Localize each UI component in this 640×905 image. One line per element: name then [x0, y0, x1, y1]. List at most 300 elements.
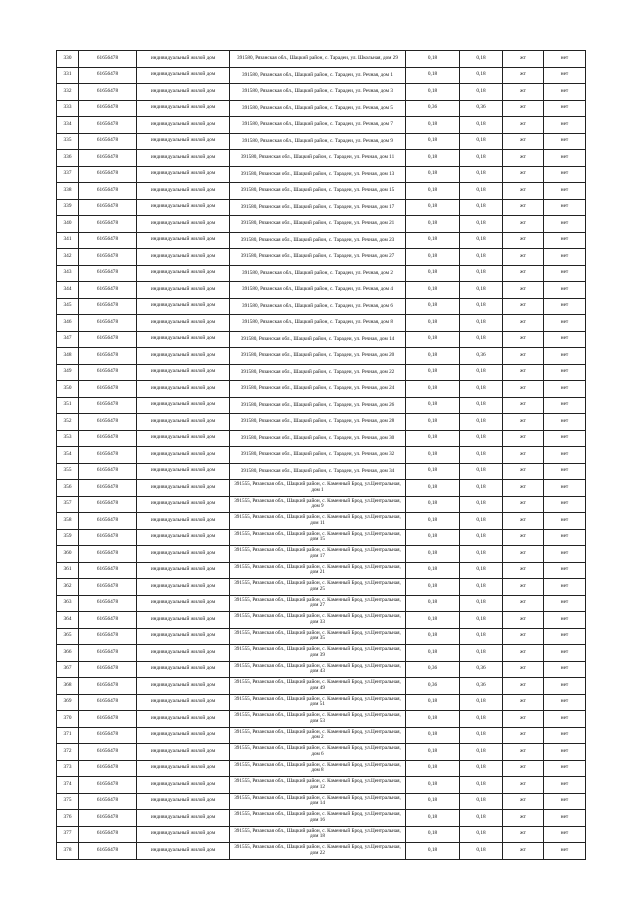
area-total-cell: 0,18	[460, 694, 503, 711]
area-total-cell: 0,18	[460, 282, 503, 299]
row-number-cell: 376	[57, 810, 79, 827]
row-number-cell: 335	[57, 133, 79, 150]
flag-cell: нет	[544, 199, 586, 216]
area-total-cell: 0,18	[460, 183, 503, 200]
area-total-cell: 0,18	[460, 117, 503, 134]
oktmo-code-cell: 61656478	[79, 678, 137, 695]
oktmo-code-cell: 61656478	[79, 166, 137, 183]
area-value-cell: 0,18	[406, 216, 460, 233]
table-row	[57, 777, 586, 794]
address-cell: 391580, Рязанская обл., Шацкий район, с. Тарадеи, ул. Речная, дом 32	[230, 447, 406, 464]
object-type-cell: индивидуальный жилой дом	[137, 150, 230, 167]
table-row	[57, 744, 586, 761]
area-total-cell: 0,18	[460, 67, 503, 84]
row-number-cell: 368	[57, 678, 79, 695]
address-cell: 391580, Рязанская обл., Шацкий район, с. Тарадеи, ул. Речная, дом 6	[230, 298, 406, 315]
table-row	[57, 612, 586, 629]
type-code-cell: жт	[503, 265, 544, 282]
area-total-cell: 0,36	[460, 100, 503, 117]
address-cell: 391555, Рязанская обл., Шацкий район, с. Каменный Брод, ул.Центральная, дом 21	[230, 562, 406, 579]
area-total-cell: 0,18	[460, 727, 503, 744]
address-cell: 391555, Рязанская обл., Шацкий район, с. Каменный Брод, ул.Центральная, дом 53	[230, 711, 406, 728]
object-type-cell: индивидуальный жилой дом	[137, 117, 230, 134]
type-code-cell: жт	[503, 760, 544, 777]
row-number-cell: 344	[57, 282, 79, 299]
flag-cell: нет	[544, 628, 586, 645]
area-total-cell: 0,18	[460, 529, 503, 546]
row-number-cell: 375	[57, 793, 79, 810]
object-type-cell: индивидуальный жилой дом	[137, 513, 230, 530]
row-number-cell: 364	[57, 612, 79, 629]
area-value-cell: 0,18	[406, 447, 460, 464]
oktmo-code-cell: 61656478	[79, 117, 137, 134]
object-type-cell: индивидуальный жилой дом	[137, 678, 230, 695]
object-type-cell: индивидуальный жилой дом	[137, 51, 230, 68]
table-row	[57, 315, 586, 332]
table-body	[57, 51, 586, 860]
flag-cell: нет	[544, 678, 586, 695]
address-cell: 391555, Рязанская обл., Шацкий район, с. Каменный Брод, ул.Центральная, дом 33	[230, 612, 406, 629]
flag-cell: нет	[544, 645, 586, 662]
object-type-cell: индивидуальный жилой дом	[137, 430, 230, 447]
area-total-cell: 0,36	[460, 661, 503, 678]
type-code-cell: жт	[503, 100, 544, 117]
flag-cell: нет	[544, 496, 586, 513]
area-total-cell: 0,18	[460, 430, 503, 447]
object-type-cell: индивидуальный жилой дом	[137, 810, 230, 827]
area-value-cell: 0,18	[406, 480, 460, 497]
table-row	[57, 480, 586, 497]
area-total-cell: 0,18	[460, 793, 503, 810]
row-number-cell: 373	[57, 760, 79, 777]
oktmo-code-cell: 61656478	[79, 843, 137, 860]
object-type-cell: индивидуальный жилой дом	[137, 777, 230, 794]
area-total-cell: 0,18	[460, 249, 503, 266]
address-cell: 391580, Рязанская обл., Шацкий район, с. Тарадеи, ул. Речная, дом 9	[230, 133, 406, 150]
object-type-cell: индивидуальный жилой дом	[137, 546, 230, 563]
flag-cell: нет	[544, 298, 586, 315]
table-row	[57, 232, 586, 249]
flag-cell: нет	[544, 364, 586, 381]
area-total-cell: 0,18	[460, 496, 503, 513]
object-type-cell: индивидуальный жилой дом	[137, 711, 230, 728]
row-number-cell: 378	[57, 843, 79, 860]
area-total-cell: 0,18	[460, 232, 503, 249]
row-number-cell: 341	[57, 232, 79, 249]
object-type-cell: индивидуальный жилой дом	[137, 315, 230, 332]
type-code-cell: жт	[503, 414, 544, 431]
flag-cell: нет	[544, 117, 586, 134]
oktmo-code-cell: 61656478	[79, 480, 137, 497]
flag-cell: нет	[544, 397, 586, 414]
object-type-cell: индивидуальный жилой дом	[137, 216, 230, 233]
object-type-cell: индивидуальный жилой дом	[137, 612, 230, 629]
table-row	[57, 199, 586, 216]
row-number-cell: 361	[57, 562, 79, 579]
address-cell: 391580, Рязанская обл., Шацкий район, с. Тарадеи, ул. Речная, дом 34	[230, 463, 406, 480]
flag-cell: нет	[544, 84, 586, 101]
row-number-cell: 330	[57, 51, 79, 68]
table-row	[57, 100, 586, 117]
table-row	[57, 513, 586, 530]
object-type-cell: индивидуальный жилой дом	[137, 496, 230, 513]
address-cell: 391555, Рязанская обл., Шацкий район, с. Каменный Брод, ул.Центральная, дом 1	[230, 480, 406, 497]
type-code-cell: жт	[503, 232, 544, 249]
area-total-cell: 0,18	[460, 265, 503, 282]
area-value-cell: 0,18	[406, 298, 460, 315]
area-total-cell: 0,18	[460, 447, 503, 464]
oktmo-code-cell: 61656478	[79, 265, 137, 282]
row-number-cell: 357	[57, 496, 79, 513]
address-cell: 391580, Рязанская обл., Шацкий район, с. Тарадеи, ул. Речная, дом 13	[230, 166, 406, 183]
flag-cell: нет	[544, 51, 586, 68]
area-total-cell: 0,18	[460, 744, 503, 761]
flag-cell: нет	[544, 216, 586, 233]
area-total-cell: 0,18	[460, 711, 503, 728]
type-code-cell: жт	[503, 843, 544, 860]
address-cell: 391580, Рязанская обл., Шацкий район, с. Тарадеи, ул. Речная, дом 20	[230, 348, 406, 365]
area-total-cell: 0,18	[460, 331, 503, 348]
area-value-cell: 0,18	[406, 760, 460, 777]
object-type-cell: индивидуальный жилой дом	[137, 529, 230, 546]
address-cell: 391580, Рязанская обл., Шацкий район, с. Тарадеи, ул. Речная, дом 3	[230, 84, 406, 101]
oktmo-code-cell: 61656478	[79, 628, 137, 645]
oktmo-code-cell: 61656478	[79, 579, 137, 596]
oktmo-code-cell: 61656478	[79, 744, 137, 761]
table-row	[57, 430, 586, 447]
flag-cell: нет	[544, 100, 586, 117]
table-row	[57, 529, 586, 546]
area-value-cell: 0,36	[406, 678, 460, 695]
flag-cell: нет	[544, 546, 586, 563]
oktmo-code-cell: 61656478	[79, 232, 137, 249]
type-code-cell: жт	[503, 51, 544, 68]
area-value-cell: 0,36	[406, 100, 460, 117]
area-total-cell: 0,18	[460, 760, 503, 777]
oktmo-code-cell: 61656478	[79, 694, 137, 711]
address-cell: 391555, Рязанская обл., Шацкий район, с. Каменный Брод, ул.Центральная, дом 25	[230, 579, 406, 596]
area-value-cell: 0,18	[406, 199, 460, 216]
oktmo-code-cell: 61656478	[79, 810, 137, 827]
address-cell: 391555, Рязанская обл., Шацкий район, с. Каменный Брод, ул.Центральная, дом 27	[230, 595, 406, 612]
object-type-cell: индивидуальный жилой дом	[137, 232, 230, 249]
flag-cell: нет	[544, 315, 586, 332]
object-type-cell: индивидуальный жилой дом	[137, 760, 230, 777]
area-total-cell: 0,18	[460, 579, 503, 596]
object-type-cell: индивидуальный жилой дом	[137, 166, 230, 183]
type-code-cell: жт	[503, 84, 544, 101]
object-type-cell: индивидуальный жилой дом	[137, 447, 230, 464]
address-cell: 391555, Рязанская обл., Шацкий район, с. Каменный Брод, ул.Центральная, дом 49	[230, 678, 406, 695]
area-total-cell: 0,18	[460, 216, 503, 233]
address-cell: 391555, Рязанская обл., Шацкий район, с. Каменный Брод, ул.Центральная, дом 39	[230, 645, 406, 662]
type-code-cell: жт	[503, 744, 544, 761]
table-row	[57, 397, 586, 414]
type-code-cell: жт	[503, 117, 544, 134]
oktmo-code-cell: 61656478	[79, 298, 137, 315]
table-row	[57, 595, 586, 612]
area-value-cell: 0,18	[406, 117, 460, 134]
type-code-cell: жт	[503, 381, 544, 398]
table-row	[57, 645, 586, 662]
object-type-cell: индивидуальный жилой дом	[137, 298, 230, 315]
area-total-cell: 0,18	[460, 298, 503, 315]
area-value-cell: 0,18	[406, 579, 460, 596]
table-row	[57, 546, 586, 563]
oktmo-code-cell: 61656478	[79, 463, 137, 480]
row-number-cell: 343	[57, 265, 79, 282]
area-total-cell: 0,18	[460, 843, 503, 860]
type-code-cell: жт	[503, 331, 544, 348]
flag-cell: нет	[544, 595, 586, 612]
type-code-cell: жт	[503, 199, 544, 216]
oktmo-code-cell: 61656478	[79, 529, 137, 546]
table-row	[57, 183, 586, 200]
area-total-cell: 0,18	[460, 133, 503, 150]
area-value-cell: 0,18	[406, 381, 460, 398]
area-value-cell: 0,18	[406, 232, 460, 249]
row-number-cell: 370	[57, 711, 79, 728]
oktmo-code-cell: 61656478	[79, 331, 137, 348]
table-row	[57, 298, 586, 315]
row-number-cell: 360	[57, 546, 79, 563]
row-number-cell: 351	[57, 397, 79, 414]
oktmo-code-cell: 61656478	[79, 414, 137, 431]
type-code-cell: жт	[503, 612, 544, 629]
table-row	[57, 265, 586, 282]
object-type-cell: индивидуальный жилой дом	[137, 67, 230, 84]
object-type-cell: индивидуальный жилой дом	[137, 843, 230, 860]
address-cell: 391580, Рязанская обл., Шацкий район, с. Тарадеи, ул. Речная, дом 11	[230, 150, 406, 167]
row-number-cell: 333	[57, 100, 79, 117]
type-code-cell: жт	[503, 678, 544, 695]
oktmo-code-cell: 61656478	[79, 777, 137, 794]
type-code-cell: жт	[503, 463, 544, 480]
address-cell: 391580, Рязанская обл., Шацкий район, с. Тарадеи, ул. Речная, дом 30	[230, 430, 406, 447]
type-code-cell: жт	[503, 826, 544, 843]
type-code-cell: жт	[503, 298, 544, 315]
table-row	[57, 793, 586, 810]
object-type-cell: индивидуальный жилой дом	[137, 793, 230, 810]
area-value-cell: 0,18	[406, 364, 460, 381]
table-row	[57, 67, 586, 84]
table-row	[57, 463, 586, 480]
oktmo-code-cell: 61656478	[79, 315, 137, 332]
object-type-cell: индивидуальный жилой дом	[137, 265, 230, 282]
area-value-cell: 0,18	[406, 67, 460, 84]
object-type-cell: индивидуальный жилой дом	[137, 199, 230, 216]
row-number-cell: 365	[57, 628, 79, 645]
table-row	[57, 711, 586, 728]
area-total-cell: 0,18	[460, 463, 503, 480]
type-code-cell: жт	[503, 513, 544, 530]
address-cell: 391555, Рязанская обл., Шацкий район, с. Каменный Брод, ул.Центральная, дом 2	[230, 727, 406, 744]
area-total-cell: 0,18	[460, 810, 503, 827]
oktmo-code-cell: 61656478	[79, 513, 137, 530]
area-value-cell: 0,18	[406, 810, 460, 827]
type-code-cell: жт	[503, 183, 544, 200]
area-value-cell: 0,18	[406, 51, 460, 68]
type-code-cell: жт	[503, 364, 544, 381]
area-total-cell: 0,18	[460, 513, 503, 530]
address-cell: 391555, Рязанская обл., Шацкий район, с. Каменный Брод, ул.Центральная, дом 12	[230, 777, 406, 794]
type-code-cell: жт	[503, 727, 544, 744]
area-total-cell: 0,18	[460, 166, 503, 183]
type-code-cell: жт	[503, 562, 544, 579]
address-cell: 391555, Рязанская обл., Шацкий район, с. Каменный Брод, ул.Центральная, дом 43	[230, 661, 406, 678]
oktmo-code-cell: 61656478	[79, 67, 137, 84]
address-cell: 391580, Рязанская обл., Шацкий район, с. Тарадеи, ул. Речная, дом 1	[230, 67, 406, 84]
area-total-cell: 0,18	[460, 480, 503, 497]
object-type-cell: индивидуальный жилой дом	[137, 628, 230, 645]
area-total-cell: 0,18	[460, 595, 503, 612]
area-value-cell: 0,18	[406, 529, 460, 546]
table-row	[57, 133, 586, 150]
row-number-cell: 354	[57, 447, 79, 464]
table-row	[57, 694, 586, 711]
area-value-cell: 0,18	[406, 744, 460, 761]
object-type-cell: индивидуальный жилой дом	[137, 562, 230, 579]
object-type-cell: индивидуальный жилой дом	[137, 381, 230, 398]
type-code-cell: жт	[503, 810, 544, 827]
table-row	[57, 562, 586, 579]
area-total-cell: 0,18	[460, 315, 503, 332]
area-value-cell: 0,18	[406, 133, 460, 150]
area-total-cell: 0,18	[460, 645, 503, 662]
area-value-cell: 0,18	[406, 397, 460, 414]
address-cell: 391580, Рязанская обл., Шацкий район, с. Тарадеи, ул. Речная, дом 8	[230, 315, 406, 332]
area-total-cell: 0,18	[460, 51, 503, 68]
type-code-cell: жт	[503, 150, 544, 167]
area-total-cell: 0,18	[460, 612, 503, 629]
area-value-cell: 0,18	[406, 348, 460, 365]
area-value-cell: 0,18	[406, 612, 460, 629]
object-type-cell: индивидуальный жилой дом	[137, 579, 230, 596]
oktmo-code-cell: 61656478	[79, 562, 137, 579]
area-value-cell: 0,18	[406, 84, 460, 101]
type-code-cell: жт	[503, 529, 544, 546]
table-row	[57, 447, 586, 464]
oktmo-code-cell: 61656478	[79, 84, 137, 101]
table-row	[57, 810, 586, 827]
flag-cell: нет	[544, 249, 586, 266]
row-number-cell: 352	[57, 414, 79, 431]
flag-cell: нет	[544, 694, 586, 711]
row-number-cell: 345	[57, 298, 79, 315]
table-row	[57, 381, 586, 398]
area-total-cell: 0,18	[460, 199, 503, 216]
area-value-cell: 0,18	[406, 331, 460, 348]
object-type-cell: индивидуальный жилой дом	[137, 661, 230, 678]
address-cell: 391555, Рязанская обл., Шацкий район, с. Каменный Брод, ул.Центральная, дом 6	[230, 744, 406, 761]
object-type-cell: индивидуальный жилой дом	[137, 100, 230, 117]
address-cell: 391580, Рязанская обл., Шацкий район, с. Тарадеи, ул. Речная, дом 2	[230, 265, 406, 282]
flag-cell: нет	[544, 67, 586, 84]
area-value-cell: 0,18	[406, 711, 460, 728]
row-number-cell: 355	[57, 463, 79, 480]
address-cell: 391580, Рязанская обл., Шацкий район, с. Тарадеи, ул. Речная, дом 7	[230, 117, 406, 134]
oktmo-code-cell: 61656478	[79, 381, 137, 398]
table-row	[57, 760, 586, 777]
object-type-cell: индивидуальный жилой дом	[137, 414, 230, 431]
flag-cell: нет	[544, 727, 586, 744]
area-total-cell: 0,18	[460, 414, 503, 431]
table-row	[57, 150, 586, 167]
area-total-cell: 0,36	[460, 348, 503, 365]
table-row	[57, 843, 586, 860]
row-number-cell: 336	[57, 150, 79, 167]
area-total-cell: 0,18	[460, 826, 503, 843]
oktmo-code-cell: 61656478	[79, 150, 137, 167]
area-value-cell: 0,18	[406, 183, 460, 200]
area-value-cell: 0,18	[406, 282, 460, 299]
flag-cell: нет	[544, 711, 586, 728]
table-row	[57, 282, 586, 299]
address-cell: 391555, Рязанская обл., Шацкий район, с. Каменный Брод, ул.Центральная, дом 9	[230, 496, 406, 513]
flag-cell: нет	[544, 612, 586, 629]
table-row	[57, 117, 586, 134]
area-value-cell: 0,18	[406, 628, 460, 645]
type-code-cell: жт	[503, 249, 544, 266]
oktmo-code-cell: 61656478	[79, 216, 137, 233]
object-type-cell: индивидуальный жилой дом	[137, 331, 230, 348]
flag-cell: нет	[544, 381, 586, 398]
area-total-cell: 0,18	[460, 562, 503, 579]
object-type-cell: индивидуальный жилой дом	[137, 744, 230, 761]
address-cell: 391580, Рязанская обл., Шацкий район, с. Тарадеи, ул. Речная, дом 15	[230, 183, 406, 200]
flag-cell: нет	[544, 579, 586, 596]
area-total-cell: 0,18	[460, 397, 503, 414]
flag-cell: нет	[544, 826, 586, 843]
oktmo-code-cell: 61656478	[79, 282, 137, 299]
address-cell: 391580, Рязанская обл., Шацкий район, с. Тарадеи, ул. Речная, дом 26	[230, 397, 406, 414]
flag-cell: нет	[544, 232, 586, 249]
area-total-cell: 0,18	[460, 546, 503, 563]
flag-cell: нет	[544, 331, 586, 348]
flag-cell: нет	[544, 348, 586, 365]
flag-cell: нет	[544, 282, 586, 299]
row-number-cell: 367	[57, 661, 79, 678]
row-number-cell: 359	[57, 529, 79, 546]
row-number-cell: 337	[57, 166, 79, 183]
address-cell: 391580, Рязанская обл., Шацкий район, с. Тарадеи, ул. Речная, дом 21	[230, 216, 406, 233]
oktmo-code-cell: 61656478	[79, 727, 137, 744]
type-code-cell: жт	[503, 348, 544, 365]
row-number-cell: 369	[57, 694, 79, 711]
row-number-cell: 347	[57, 331, 79, 348]
flag-cell: нет	[544, 777, 586, 794]
area-value-cell: 0,18	[406, 463, 460, 480]
area-value-cell: 0,18	[406, 150, 460, 167]
area-total-cell: 0,18	[460, 364, 503, 381]
area-total-cell: 0,36	[460, 678, 503, 695]
type-code-cell: жт	[503, 216, 544, 233]
flag-cell: нет	[544, 744, 586, 761]
row-number-cell: 374	[57, 777, 79, 794]
table-row	[57, 414, 586, 431]
row-number-cell: 346	[57, 315, 79, 332]
oktmo-code-cell: 61656478	[79, 397, 137, 414]
row-number-cell: 363	[57, 595, 79, 612]
object-type-cell: индивидуальный жилой дом	[137, 727, 230, 744]
row-number-cell: 353	[57, 430, 79, 447]
table-row	[57, 51, 586, 68]
oktmo-code-cell: 61656478	[79, 348, 137, 365]
row-number-cell: 340	[57, 216, 79, 233]
area-value-cell: 0,18	[406, 166, 460, 183]
table-row	[57, 166, 586, 183]
oktmo-code-cell: 61656478	[79, 645, 137, 662]
